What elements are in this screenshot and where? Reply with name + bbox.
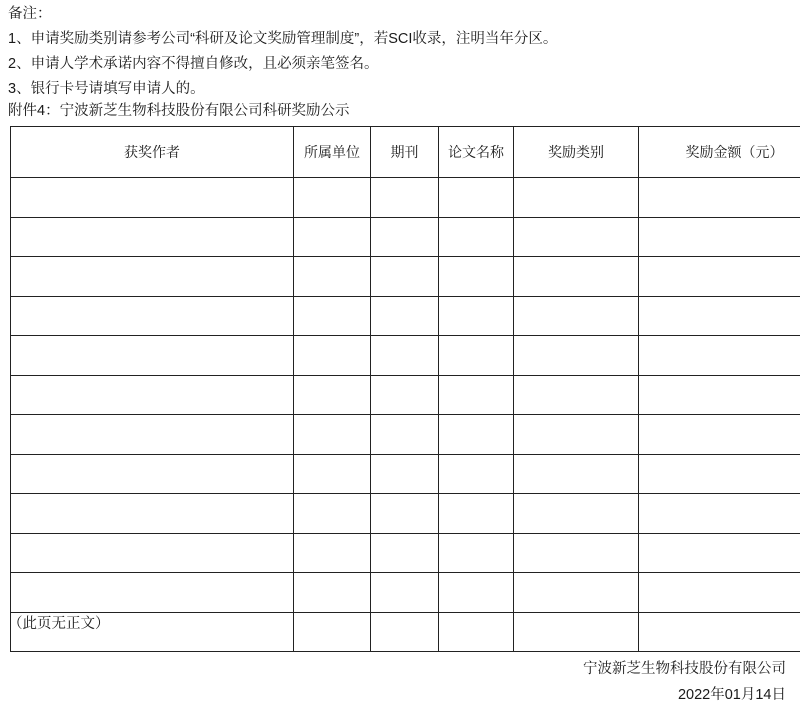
table-row bbox=[11, 178, 800, 218]
table-header-row bbox=[11, 127, 800, 178]
column-header-award-amount: 奖励金额（元） bbox=[639, 127, 800, 178]
cell-paper-title[interactable] bbox=[439, 217, 514, 257]
cell-author[interactable] bbox=[11, 178, 294, 218]
cell-unit[interactable] bbox=[294, 217, 371, 257]
cell-unit[interactable] bbox=[294, 415, 371, 455]
cell-journal[interactable] bbox=[371, 454, 439, 494]
column-header-unit: 所属单位 bbox=[294, 127, 371, 178]
cell-author[interactable] bbox=[11, 336, 294, 376]
cell-unit[interactable] bbox=[294, 454, 371, 494]
note-line-1: 1、申请奖励类别请参考公司“科研及论文奖励管理制度”，若SCI收录，注明当年分区。 bbox=[8, 31, 558, 47]
cell-paper-title[interactable] bbox=[439, 375, 514, 415]
cell-paper-title[interactable] bbox=[439, 415, 514, 455]
cell-author[interactable] bbox=[11, 296, 294, 336]
attachment-title: 附件4：宁波新芝生物科技股份有限公司科研奖励公示 bbox=[8, 103, 350, 119]
cell-award-type[interactable] bbox=[514, 573, 639, 613]
signature-block bbox=[583, 656, 786, 708]
cell-award-type[interactable] bbox=[514, 217, 639, 257]
cell-author[interactable] bbox=[11, 415, 294, 455]
cell-paper-title[interactable] bbox=[439, 257, 514, 297]
cell-award-amount[interactable] bbox=[639, 454, 800, 494]
cell-paper-title[interactable] bbox=[439, 573, 514, 613]
award-table-header bbox=[11, 127, 800, 178]
cell-journal[interactable] bbox=[371, 296, 439, 336]
cell-award-type[interactable] bbox=[514, 494, 639, 534]
table-row bbox=[11, 573, 800, 613]
column-header-award-type: 奖励类别 bbox=[514, 127, 639, 178]
notes-block bbox=[8, 2, 788, 102]
cell-paper-title[interactable] bbox=[439, 336, 514, 376]
cell-journal[interactable] bbox=[371, 573, 439, 613]
cell-journal[interactable] bbox=[371, 178, 439, 218]
cell-unit[interactable] bbox=[294, 533, 371, 573]
notes-heading: 备注： bbox=[8, 6, 52, 22]
note-line-2: 2、申请人学术承诺内容不得擅自修改，且必须亲笔签名。 bbox=[8, 56, 379, 72]
cell-unit[interactable] bbox=[294, 375, 371, 415]
no-body-text-note: （此页无正文） bbox=[8, 616, 110, 632]
table-row bbox=[11, 533, 800, 573]
table-row bbox=[11, 257, 800, 297]
cell-author[interactable] bbox=[11, 573, 294, 613]
cell-award-type[interactable] bbox=[514, 257, 639, 297]
cell-unit[interactable] bbox=[294, 573, 371, 613]
column-header-journal: 期刊 bbox=[371, 127, 439, 178]
cell-paper-title[interactable] bbox=[439, 494, 514, 534]
table-row bbox=[11, 454, 800, 494]
cell-unit[interactable] bbox=[294, 494, 371, 534]
cell-unit[interactable] bbox=[294, 296, 371, 336]
cell-award-amount[interactable] bbox=[639, 178, 800, 218]
cell-award-type[interactable] bbox=[514, 612, 639, 652]
cell-author[interactable] bbox=[11, 375, 294, 415]
cell-award-amount[interactable] bbox=[639, 612, 800, 652]
cell-journal[interactable] bbox=[371, 612, 439, 652]
cell-award-type[interactable] bbox=[514, 454, 639, 494]
signature-company: 宁波新芝生物科技股份有限公司 bbox=[583, 661, 786, 677]
cell-award-amount[interactable] bbox=[639, 415, 800, 455]
cell-journal[interactable] bbox=[371, 336, 439, 376]
table-row bbox=[11, 296, 800, 336]
award-table bbox=[10, 126, 800, 652]
signature-date: 2022年01月14日 bbox=[677, 687, 786, 703]
cell-journal[interactable] bbox=[371, 257, 439, 297]
cell-unit[interactable] bbox=[294, 336, 371, 376]
cell-author[interactable] bbox=[11, 217, 294, 257]
table-row bbox=[11, 494, 800, 534]
cell-award-amount[interactable] bbox=[639, 257, 800, 297]
cell-paper-title[interactable] bbox=[439, 454, 514, 494]
cell-award-amount[interactable] bbox=[639, 296, 800, 336]
table-row bbox=[11, 415, 800, 455]
cell-journal[interactable] bbox=[371, 217, 439, 257]
cell-award-amount[interactable] bbox=[639, 494, 800, 534]
cell-author[interactable] bbox=[11, 454, 294, 494]
cell-award-amount[interactable] bbox=[639, 336, 800, 376]
cell-journal[interactable] bbox=[371, 375, 439, 415]
cell-paper-title[interactable] bbox=[439, 612, 514, 652]
cell-award-type[interactable] bbox=[514, 375, 639, 415]
cell-unit[interactable] bbox=[294, 257, 371, 297]
table-row bbox=[11, 612, 800, 652]
cell-award-type[interactable] bbox=[514, 296, 639, 336]
column-header-paper-title: 论文名称 bbox=[439, 127, 514, 178]
cell-paper-title[interactable] bbox=[439, 533, 514, 573]
cell-author[interactable] bbox=[11, 257, 294, 297]
cell-journal[interactable] bbox=[371, 533, 439, 573]
cell-award-type[interactable] bbox=[514, 533, 639, 573]
cell-award-type[interactable] bbox=[514, 178, 639, 218]
cell-unit[interactable] bbox=[294, 612, 371, 652]
cell-journal[interactable] bbox=[371, 415, 439, 455]
column-header-author: 获奖作者 bbox=[11, 127, 294, 178]
cell-award-amount[interactable] bbox=[639, 533, 800, 573]
table-row bbox=[11, 375, 800, 415]
award-table-body bbox=[11, 178, 800, 652]
cell-award-amount[interactable] bbox=[639, 573, 800, 613]
note-line-3: 3、银行卡号请填写申请人的。 bbox=[8, 81, 205, 97]
cell-author[interactable] bbox=[11, 494, 294, 534]
cell-award-amount[interactable] bbox=[639, 217, 800, 257]
table-row bbox=[11, 217, 800, 257]
cell-paper-title[interactable] bbox=[439, 178, 514, 218]
cell-unit[interactable] bbox=[294, 178, 371, 218]
cell-award-amount[interactable] bbox=[639, 375, 800, 415]
cell-award-type[interactable] bbox=[514, 336, 639, 376]
cell-paper-title[interactable] bbox=[439, 296, 514, 336]
cell-journal[interactable] bbox=[371, 494, 439, 534]
table-row bbox=[11, 336, 800, 376]
cell-award-type[interactable] bbox=[514, 415, 639, 455]
cell-author[interactable] bbox=[11, 533, 294, 573]
